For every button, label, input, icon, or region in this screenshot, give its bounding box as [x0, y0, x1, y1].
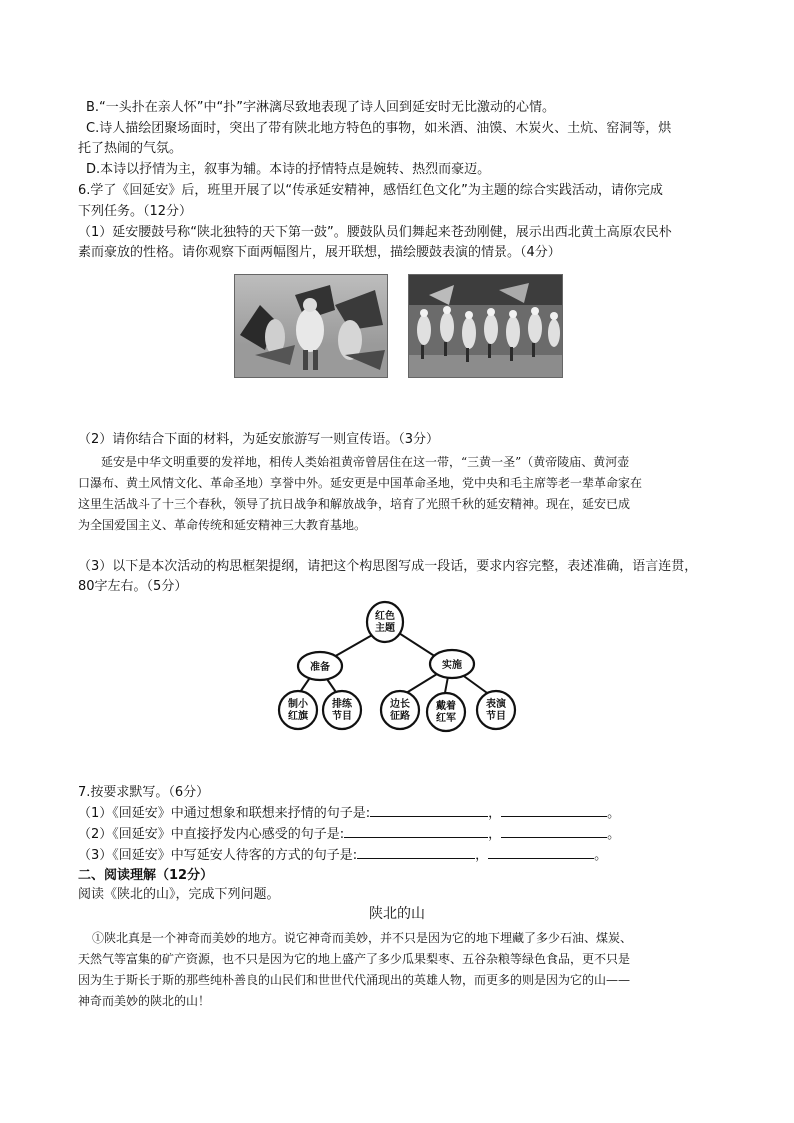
leaf-node-5: [477, 691, 515, 729]
section-2-heading: 二、阅读理解（12分）: [78, 868, 214, 883]
answer-blank-2a[interactable]: [344, 825, 488, 838]
root-label-2: 主题: [375, 623, 395, 634]
q7-item-2-period: 。: [607, 827, 621, 842]
q7-item-1-comma: ，: [488, 806, 502, 821]
leaf-4-a: 戴着: [436, 701, 456, 712]
q7-heading: 7.按要求默写。（6分）: [78, 785, 210, 800]
q7-item-2-comma: ，: [488, 827, 502, 842]
leaf-node-3: [381, 691, 419, 729]
leaf-1-a: 制小: [288, 699, 308, 710]
q6-part1-cont: 素而豪放的性格。请你观察下面两幅图片，展开联想，描绘腰鼓表演的情景。（4分）: [78, 245, 561, 260]
q6-part2: （2）请你结合下面的材料，为延安旅游写一则宣传语。（3分）: [78, 432, 440, 447]
article-para-1-line-1: ①陕北真是一个神奇而美妙的地方。说它神奇而美妙，并不只是因为它的地下埋藏了多少石油、煤炭、: [92, 931, 633, 945]
answer-blank-3b[interactable]: [488, 846, 594, 859]
left-label: 准备: [310, 662, 330, 673]
q6-part3: （3）以下是本次活动的构思框架提纲，请把这个构思图写成一段话，要求内容完整，表述准确，语言连贯，: [78, 559, 698, 574]
material-line-2: 口瀑布、黄土风情文化、革命圣地）享誉中外。延安更是中国革命圣地，党中央和毛主席等老一辈革命家在: [78, 476, 643, 490]
material-line-1: 延安是中华文明重要的发祥地，相传人类始祖黄帝曾居住在这一带，“三黄一圣”（黄帝陵庙、黄河壶: [101, 455, 630, 469]
option-c: C.诗人描绘团聚场面时，突出了带有陕北地方特色的事物，如米酒、油馍、木炭火、土炕、窑洞等，烘: [86, 121, 672, 136]
answer-blank-1b[interactable]: [501, 804, 607, 817]
dance-photo-2: [408, 274, 563, 378]
q7-item-3-text: （3）《回延安》中写延安人待客的方式的句子是:: [78, 848, 358, 863]
leaf-2-b: 节目: [332, 711, 352, 722]
q6-part1: （1）延安腰鼓号称“陕北独特的天下第一鼓”。腰鼓队员们舞起来苍劲刚健，展示出西北黄土高原农民朴: [78, 225, 672, 240]
q7-item-3-period: 。: [594, 848, 608, 863]
option-d: D.本诗以抒情为主，叙事为辅。本诗的抒情特点是婉转、热烈而豪迈。: [86, 162, 491, 177]
material-line-4: 为全国爱国主义、革命传统和延安精神三大教育基地。: [78, 518, 367, 532]
leaf-3-a: 边长: [390, 699, 410, 710]
reading-instruction: 阅读《陕北的山》，完成下列问题。: [78, 887, 280, 902]
q7-item-1-period: 。: [607, 806, 621, 821]
concept-tree-diagram: [270, 598, 530, 758]
q7-item-2: [78, 825, 620, 845]
answer-blank-2b[interactable]: [501, 825, 607, 838]
leaf-2-a: 排练: [332, 699, 352, 710]
q7-item-3-comma: ，: [475, 848, 489, 863]
leaf-node-4: [427, 693, 465, 731]
leaf-node-2: [323, 691, 361, 729]
root-label-1: 红色: [375, 611, 395, 622]
q7-item-3: [78, 846, 607, 866]
right-label: 实施: [442, 660, 462, 671]
right-node: [430, 650, 474, 678]
left-node: [298, 652, 342, 680]
option-b: B.“一头扑在亲人怀”中“扑”字淋漓尽致地表现了诗人回到延安时无比激动的心情。: [86, 100, 555, 115]
q7-item-2-text: （2）《回延安》中直接抒发内心感受的句子是:: [78, 827, 345, 842]
q6-heading-cont: 下列任务。（12分）: [78, 204, 193, 219]
leaf-node-1: [279, 691, 317, 729]
root-node: [367, 602, 403, 642]
leaf-5-a: 表演: [486, 699, 506, 710]
q6-heading: 6.学了《回延安》后，班里开展了以“传承延安精神，感悟红色文化”为主题的综合实践活动，请你完成: [78, 183, 663, 198]
q6-part3-cont: 80字左右。（5分）: [78, 579, 188, 594]
leaf-1-b: 红旗: [288, 711, 308, 722]
article-para-1-line-2: 天然气等富集的矿产资源，也不只是因为它的地上盛产了多少瓜果梨枣、五谷杂粮等绿色食品，更不只是: [78, 952, 631, 966]
answer-blank-3a[interactable]: [357, 846, 475, 859]
leaf-3-b: 征路: [390, 711, 410, 722]
material-line-3: 这里生活战斗了十三个春秋，领导了抗日战争和解放战争，培育了光照千秋的延安精神。现在，延安已成: [78, 497, 631, 511]
q7-item-1: [78, 804, 620, 824]
article-title: 陕北的山: [369, 906, 425, 922]
dance-photo-1: [234, 274, 388, 378]
article-para-1-line-3: 因为生于斯长于斯的那些纯朴善良的山民们和世世代代涌现出的英雄人物，而更多的则是因为它的山——: [78, 973, 631, 987]
article-para-1-line-4: 神奇而美妙的陕北的山！: [78, 994, 211, 1008]
leaf-5-b: 节目: [486, 711, 506, 722]
leaf-4-b: 红军: [436, 713, 456, 724]
q7-item-1-text: （1）《回延安》中通过想象和联想来抒情的句子是:: [78, 806, 371, 821]
answer-blank-1a[interactable]: [370, 804, 488, 817]
option-c-cont: 托了热闹的气氛。: [78, 141, 183, 156]
